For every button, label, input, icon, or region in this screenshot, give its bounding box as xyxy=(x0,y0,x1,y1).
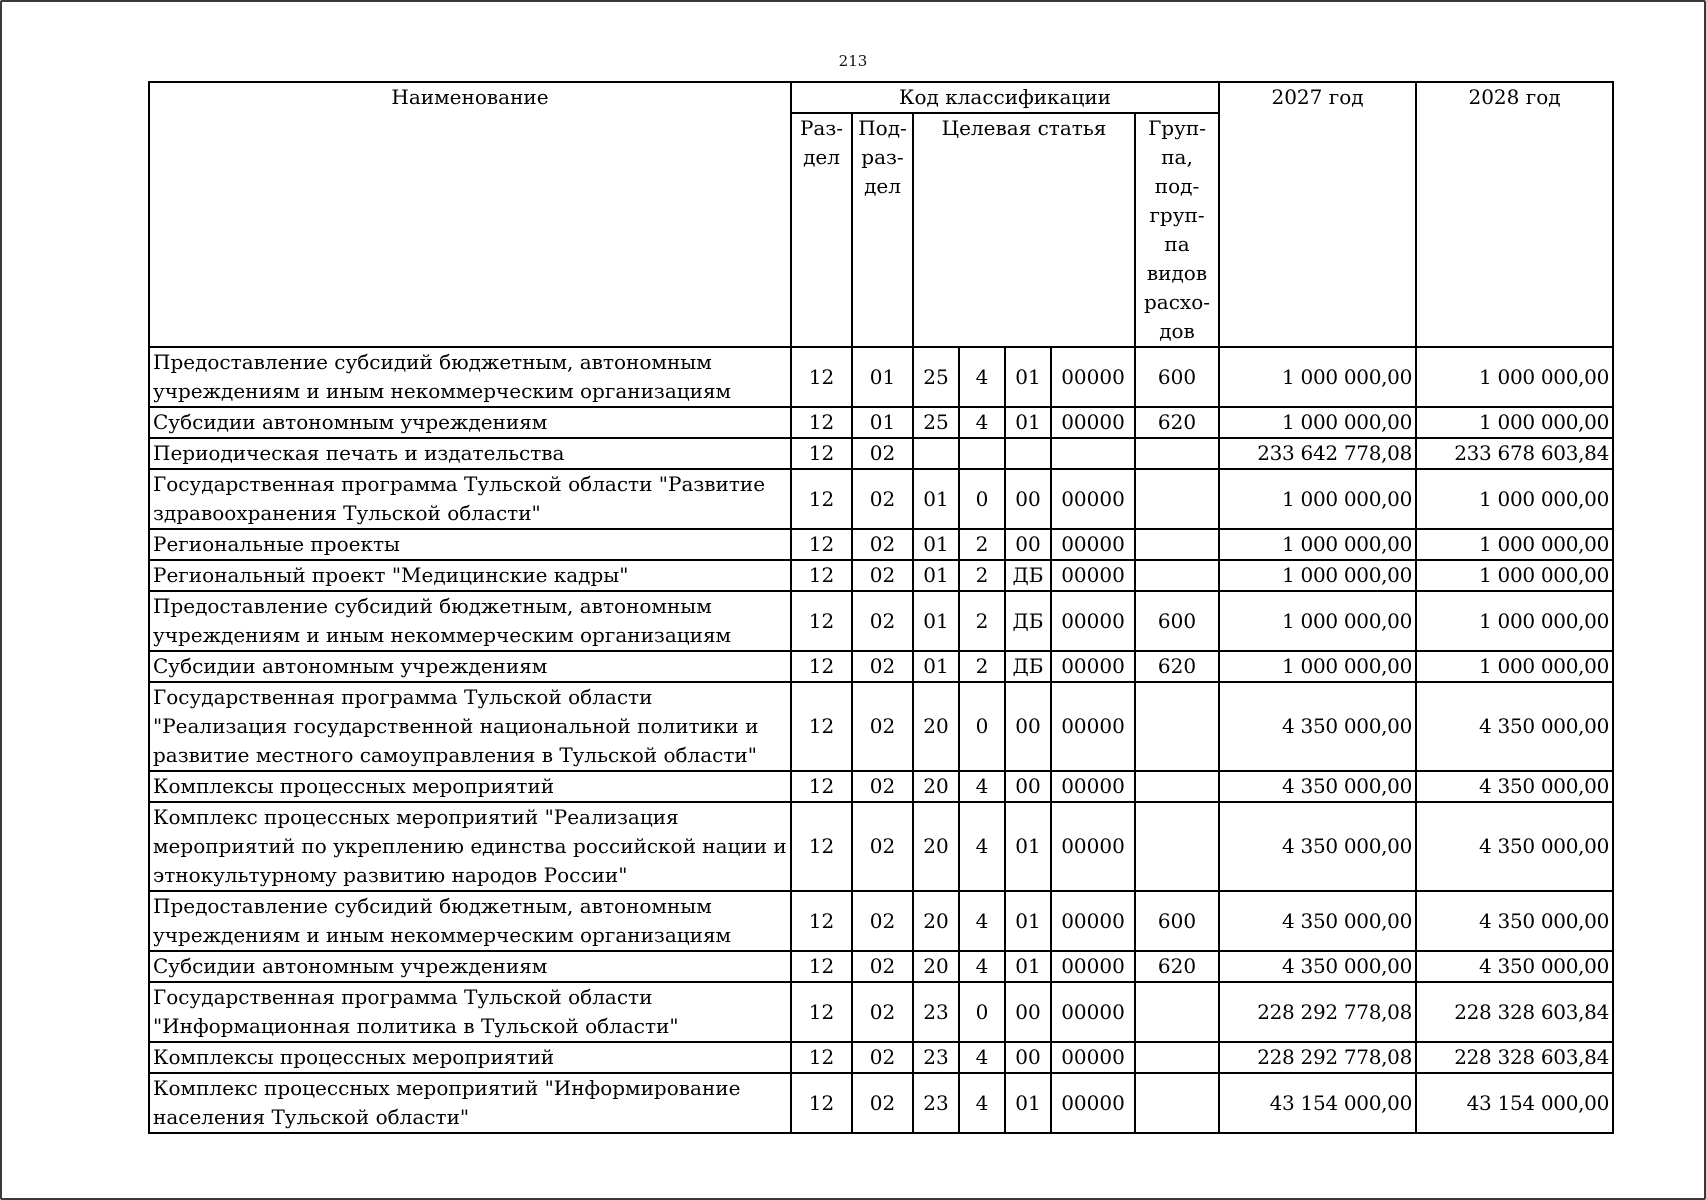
table-cell-amount-2028: 1 000 000,00 xyxy=(1416,651,1613,682)
table-row xyxy=(149,802,1613,891)
header-expense-group: Груп- па, под- груп- па видов расхо- дов xyxy=(1135,113,1219,347)
table-cell-amount-2028: 228 328 603,84 xyxy=(1416,1042,1613,1073)
table-row xyxy=(149,529,1613,560)
table-cell-amount-2028: 1 000 000,00 xyxy=(1416,529,1613,560)
table-cell-amount-2027: 1 000 000,00 xyxy=(1219,651,1416,682)
table-row xyxy=(149,347,1613,407)
table-cell-section: 12 xyxy=(791,1042,852,1073)
table-cell-target-type: 4 xyxy=(959,347,1005,407)
table-cell-target-program: 20 xyxy=(913,771,959,802)
table-cell-name: Субсидии автономным учреждениям xyxy=(149,651,791,682)
table-row xyxy=(149,407,1613,438)
table-cell-target-program: 20 xyxy=(913,682,959,771)
table-cell-amount-2028: 228 328 603,84 xyxy=(1416,982,1613,1042)
table-cell-target-direction: 00000 xyxy=(1051,1073,1135,1133)
table-cell-expense-group: 600 xyxy=(1135,591,1219,651)
header-name: Наименование xyxy=(149,82,791,347)
table-body xyxy=(149,347,1613,1133)
table-cell-section: 12 xyxy=(791,1073,852,1133)
table-cell-amount-2027: 4 350 000,00 xyxy=(1219,771,1416,802)
table-cell-target-direction: 00000 xyxy=(1051,682,1135,771)
table-cell-subsection: 02 xyxy=(852,951,913,982)
table-cell-section: 12 xyxy=(791,891,852,951)
table-cell-subsection: 01 xyxy=(852,407,913,438)
table-cell-target-type: 2 xyxy=(959,651,1005,682)
table-cell-expense-group: 620 xyxy=(1135,951,1219,982)
table-cell-target-program: 01 xyxy=(913,591,959,651)
table-row xyxy=(149,469,1613,529)
table-cell-section: 12 xyxy=(791,982,852,1042)
table-cell-section: 12 xyxy=(791,951,852,982)
table-cell-expense-group xyxy=(1135,771,1219,802)
table-cell-name: Комплекс процессных мероприятий "Информирование населения Тульской области" xyxy=(149,1073,791,1133)
table-cell-amount-2028: 1 000 000,00 xyxy=(1416,591,1613,651)
table-cell-name: Предоставление субсидий бюджетным, автономным учреждениям и иным некоммерческим организациям xyxy=(149,591,791,651)
header-section: Раз- дел xyxy=(791,113,852,347)
table-cell-amount-2028: 4 350 000,00 xyxy=(1416,682,1613,771)
table-cell-amount-2027: 233 642 778,08 xyxy=(1219,438,1416,469)
table-cell-subsection: 01 xyxy=(852,347,913,407)
table-cell-subsection: 02 xyxy=(852,802,913,891)
table-cell-expense-group xyxy=(1135,469,1219,529)
table-cell-name: Государственная программа Тульской области "Информационная политика в Тульской области" xyxy=(149,982,791,1042)
table-cell-name: Периодическая печать и издательства xyxy=(149,438,791,469)
header-year-2027: 2027 год xyxy=(1219,82,1416,347)
table-cell-expense-group: 600 xyxy=(1135,891,1219,951)
table-cell-expense-group xyxy=(1135,682,1219,771)
table-cell-target-program: 01 xyxy=(913,560,959,591)
table-cell-amount-2028: 1 000 000,00 xyxy=(1416,347,1613,407)
table-cell-target-type xyxy=(959,438,1005,469)
table-cell-subsection: 02 xyxy=(852,651,913,682)
table-row xyxy=(149,591,1613,651)
table-cell-target-direction: 00000 xyxy=(1051,982,1135,1042)
table-cell-section: 12 xyxy=(791,560,852,591)
table-cell-name: Региональные проекты xyxy=(149,529,791,560)
table-cell-target-program: 01 xyxy=(913,469,959,529)
table-cell-section: 12 xyxy=(791,771,852,802)
table-cell-target-type: 0 xyxy=(959,469,1005,529)
table-cell-target-program: 20 xyxy=(913,891,959,951)
table-row xyxy=(149,951,1613,982)
table-cell-target-program: 23 xyxy=(913,1073,959,1133)
table-cell-target-type: 0 xyxy=(959,982,1005,1042)
table-cell-expense-group xyxy=(1135,802,1219,891)
table-cell-target-item: ДБ xyxy=(1005,591,1051,651)
table-cell-expense-group xyxy=(1135,1073,1219,1133)
table-cell-target-program: 20 xyxy=(913,802,959,891)
table-cell-target-type: 0 xyxy=(959,682,1005,771)
table-cell-section: 12 xyxy=(791,347,852,407)
table-cell-target-direction: 00000 xyxy=(1051,469,1135,529)
table-cell-subsection: 02 xyxy=(852,771,913,802)
table-row xyxy=(149,1042,1613,1073)
table-cell-target-type: 2 xyxy=(959,591,1005,651)
table-cell-subsection: 02 xyxy=(852,560,913,591)
table-row xyxy=(149,771,1613,802)
table-cell-name: Предоставление субсидий бюджетным, автономным учреждениям и иным некоммерческим организациям xyxy=(149,891,791,951)
table-cell-target-type: 2 xyxy=(959,560,1005,591)
table-cell-target-item: 01 xyxy=(1005,347,1051,407)
table-cell-target-item xyxy=(1005,438,1051,469)
table-cell-target-direction: 00000 xyxy=(1051,891,1135,951)
table-cell-expense-group xyxy=(1135,529,1219,560)
table-cell-target-direction: 00000 xyxy=(1051,591,1135,651)
table-cell-target-type: 4 xyxy=(959,1042,1005,1073)
table-row xyxy=(149,560,1613,591)
table-cell-amount-2027: 4 350 000,00 xyxy=(1219,802,1416,891)
table-cell-target-program: 25 xyxy=(913,347,959,407)
header-year-2028: 2028 год xyxy=(1416,82,1613,347)
table-cell-amount-2027: 4 350 000,00 xyxy=(1219,682,1416,771)
table-cell-target-program: 01 xyxy=(913,651,959,682)
table-cell-amount-2027: 1 000 000,00 xyxy=(1219,469,1416,529)
table-cell-amount-2027: 228 292 778,08 xyxy=(1219,1042,1416,1073)
table-cell-target-direction: 00000 xyxy=(1051,529,1135,560)
table-cell-target-type: 4 xyxy=(959,771,1005,802)
table-cell-name: Субсидии автономным учреждениям xyxy=(149,951,791,982)
table-cell-amount-2028: 1 000 000,00 xyxy=(1416,560,1613,591)
table-row xyxy=(149,982,1613,1042)
table-row xyxy=(149,891,1613,951)
table-cell-target-item: 01 xyxy=(1005,802,1051,891)
table-cell-subsection: 02 xyxy=(852,529,913,560)
table-cell-name: Государственная программа Тульской области "Реализация государственной национальной политики и развитие местного самоуправления в Тульской области" xyxy=(149,682,791,771)
table-cell-name: Комплекс процессных мероприятий "Реализация мероприятий по укреплению единства российской нации и этнокультурному развитию народов России" xyxy=(149,802,791,891)
table-cell-target-program: 01 xyxy=(913,529,959,560)
table-cell-section: 12 xyxy=(791,407,852,438)
table-cell-target-type: 2 xyxy=(959,529,1005,560)
table-cell-amount-2027: 4 350 000,00 xyxy=(1219,891,1416,951)
table-cell-target-program: 23 xyxy=(913,982,959,1042)
table-cell-target-item: 00 xyxy=(1005,682,1051,771)
table-cell-name: Субсидии автономным учреждениям xyxy=(149,407,791,438)
table-cell-target-direction: 00000 xyxy=(1051,1042,1135,1073)
table-cell-subsection: 02 xyxy=(852,682,913,771)
table-row xyxy=(149,1073,1613,1133)
table-cell-target-direction: 00000 xyxy=(1051,951,1135,982)
table-cell-amount-2028: 43 154 000,00 xyxy=(1416,1073,1613,1133)
table-cell-subsection: 02 xyxy=(852,591,913,651)
table-cell-amount-2028: 1 000 000,00 xyxy=(1416,469,1613,529)
table-cell-name: Предоставление субсидий бюджетным, автономным учреждениям и иным некоммерческим организациям xyxy=(149,347,791,407)
table-cell-amount-2027: 228 292 778,08 xyxy=(1219,982,1416,1042)
table-cell-section: 12 xyxy=(791,802,852,891)
table-cell-amount-2027: 1 000 000,00 xyxy=(1219,529,1416,560)
table-cell-section: 12 xyxy=(791,651,852,682)
table-cell-target-type: 4 xyxy=(959,1073,1005,1133)
table-cell-expense-group: 620 xyxy=(1135,651,1219,682)
budget-table xyxy=(148,81,1614,1134)
table-cell-amount-2028: 4 350 000,00 xyxy=(1416,891,1613,951)
table-cell-section: 12 xyxy=(791,682,852,771)
table-cell-name: Комплексы процессных мероприятий xyxy=(149,771,791,802)
table-cell-target-item: 00 xyxy=(1005,529,1051,560)
table-cell-target-item: 01 xyxy=(1005,407,1051,438)
table-cell-amount-2027: 1 000 000,00 xyxy=(1219,347,1416,407)
table-cell-target-direction: 00000 xyxy=(1051,560,1135,591)
table-row xyxy=(149,682,1613,771)
table-cell-amount-2027: 43 154 000,00 xyxy=(1219,1073,1416,1133)
table-cell-section: 12 xyxy=(791,438,852,469)
table-cell-target-item: 01 xyxy=(1005,891,1051,951)
header-subsection: Под- раз- дел xyxy=(852,113,913,347)
table-cell-name: Комплексы процессных мероприятий xyxy=(149,1042,791,1073)
header-classification: Код классификации xyxy=(791,82,1219,113)
table-cell-target-type: 4 xyxy=(959,891,1005,951)
table-cell-section: 12 xyxy=(791,591,852,651)
table-cell-target-direction: 00000 xyxy=(1051,651,1135,682)
table-cell-amount-2028: 1 000 000,00 xyxy=(1416,407,1613,438)
table-cell-expense-group xyxy=(1135,982,1219,1042)
table-cell-target-item: 01 xyxy=(1005,951,1051,982)
table-cell-target-program: 25 xyxy=(913,407,959,438)
table-cell-target-item: ДБ xyxy=(1005,560,1051,591)
table-cell-subsection: 02 xyxy=(852,1042,913,1073)
table-row xyxy=(149,651,1613,682)
table-cell-amount-2028: 4 350 000,00 xyxy=(1416,951,1613,982)
table-cell-target-item: 01 xyxy=(1005,1073,1051,1133)
table-cell-amount-2028: 4 350 000,00 xyxy=(1416,771,1613,802)
table-cell-amount-2027: 4 350 000,00 xyxy=(1219,951,1416,982)
table-cell-expense-group: 600 xyxy=(1135,347,1219,407)
table-header xyxy=(149,82,1613,347)
table-cell-name: Региональный проект "Медицинские кадры" xyxy=(149,560,791,591)
table-cell-expense-group xyxy=(1135,438,1219,469)
table-cell-subsection: 02 xyxy=(852,438,913,469)
table-cell-target-direction: 00000 xyxy=(1051,802,1135,891)
table-cell-subsection: 02 xyxy=(852,982,913,1042)
table-cell-target-direction: 00000 xyxy=(1051,347,1135,407)
table-cell-amount-2028: 4 350 000,00 xyxy=(1416,802,1613,891)
table-cell-target-program xyxy=(913,438,959,469)
table-cell-target-direction xyxy=(1051,438,1135,469)
table-cell-subsection: 02 xyxy=(852,469,913,529)
table-cell-target-item: ДБ xyxy=(1005,651,1051,682)
table-cell-target-direction: 00000 xyxy=(1051,407,1135,438)
table-cell-amount-2027: 1 000 000,00 xyxy=(1219,407,1416,438)
table-cell-target-item: 00 xyxy=(1005,771,1051,802)
table-cell-target-direction: 00000 xyxy=(1051,771,1135,802)
table-cell-subsection: 02 xyxy=(852,891,913,951)
header-target-article: Целевая статья xyxy=(913,113,1135,347)
table-row xyxy=(149,438,1613,469)
page-number: 213 xyxy=(838,52,868,70)
table-cell-section: 12 xyxy=(791,469,852,529)
table-cell-expense-group xyxy=(1135,1042,1219,1073)
table-cell-amount-2027: 1 000 000,00 xyxy=(1219,560,1416,591)
table-cell-target-item: 00 xyxy=(1005,1042,1051,1073)
table-cell-section: 12 xyxy=(791,529,852,560)
table-cell-target-type: 4 xyxy=(959,802,1005,891)
table-cell-amount-2027: 1 000 000,00 xyxy=(1219,591,1416,651)
table-cell-target-type: 4 xyxy=(959,951,1005,982)
table-cell-expense-group xyxy=(1135,560,1219,591)
table-cell-target-item: 00 xyxy=(1005,469,1051,529)
table-cell-target-item: 00 xyxy=(1005,982,1051,1042)
table-cell-target-program: 23 xyxy=(913,1042,959,1073)
table-cell-target-program: 20 xyxy=(913,951,959,982)
table-cell-expense-group: 620 xyxy=(1135,407,1219,438)
table-cell-amount-2028: 233 678 603,84 xyxy=(1416,438,1613,469)
table-cell-subsection: 02 xyxy=(852,1073,913,1133)
table-cell-name: Государственная программа Тульской области "Развитие здравоохранения Тульской области" xyxy=(149,469,791,529)
table-cell-target-type: 4 xyxy=(959,407,1005,438)
